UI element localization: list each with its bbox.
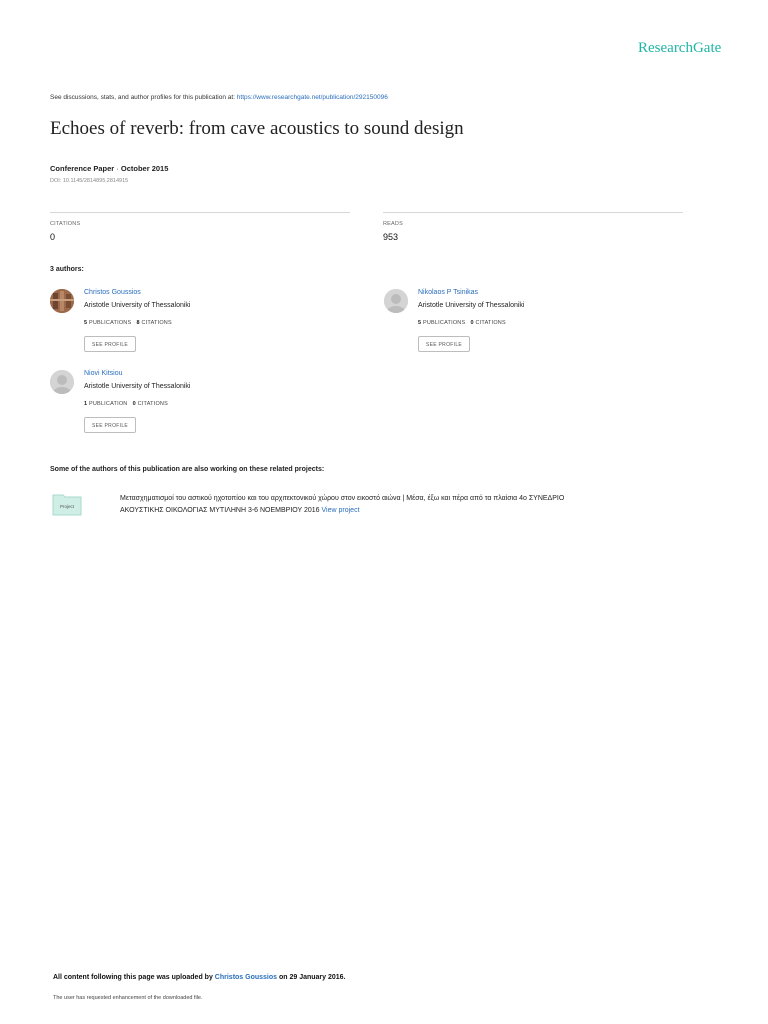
cites-label: CITATIONS [475,320,506,326]
see-profile-button[interactable]: SEE PROFILE [418,336,470,352]
pubs-label: PUBLICATIONS [423,320,466,326]
uploader-link[interactable]: Christos Goussios [214,974,278,981]
related-projects-heading: Some of the authors of this publication are also working on these related projects: [50,466,325,473]
author-stats [84,320,172,326]
avatar[interactable] [50,370,74,394]
pubs-count: 1 [84,401,88,407]
cites-label: CITATIONS [137,401,168,407]
cites-label: CITATIONS [141,320,172,326]
avatar[interactable] [384,289,408,313]
publication-link[interactable]: https://www.researchgate.net/publication/292150096 [236,94,388,101]
divider-reads [383,212,683,213]
project-icon-label: Project [59,504,75,509]
author-photo-icon [50,289,74,313]
upload-note [53,974,346,981]
authors-heading: 3 authors: [50,266,84,273]
discussion-text: See discussions, stats, and author profiles for this publication at: [50,94,237,101]
researchgate-logo[interactable]: ResearchGate [638,40,722,56]
enhancement-note: The user has requested enhancement of the downloaded file. [53,995,203,1001]
citations-label: CITATIONS [50,221,81,227]
pubs-count: 5 [84,320,88,326]
see-profile-button[interactable]: SEE PROFILE [84,417,136,433]
reads-value: 953 [383,232,399,242]
divider-citations [50,212,350,213]
default-avatar-icon [384,289,408,313]
reads-label: READS [383,221,403,227]
author-name[interactable]: Niovi Kitsiou [84,370,123,377]
author-name[interactable]: Christos Goussios [84,289,141,296]
pubs-label: PUBLICATIONS [89,320,132,326]
see-profile-button[interactable]: SEE PROFILE [84,336,136,352]
author-name[interactable]: Nikolaos P Tsinikas [418,289,479,296]
project-title-line2: ΑΚΟΥΣΤΙΚΗΣ ΟΙΚΟΛΟΓΙΑΣ ΜΥΤΙΛΗΝΗ 3-6 ΝΟΕΜΒΡΙΟΥ 2016 [120,507,320,514]
project-folder-icon[interactable] [52,492,82,516]
author-institution[interactable]: Aristotle University of Thessaloniki [418,302,525,309]
project-title-line1: Μετασχηματισμοί του αστικού ηχοτοπίου και του αρχιτεκτονικού χώρου στον εικοστό αιώνα | Μέσα, έξω και πέρα από τα πλαίσια 4ο ΣΥΝΕΔΡΙΟ [120,495,565,502]
pubs-count: 5 [418,320,422,326]
citations-value: 0 [50,232,56,242]
doi[interactable]: DOI: 10.1145/2814895.2814915 [50,178,129,184]
cites-count: 0 [132,401,136,407]
page-title: Echoes of reverb: from cave acoustics to sound design [50,118,464,139]
paper-type-line [50,164,168,173]
author-institution[interactable]: Aristotle University of Thessaloniki [84,302,191,309]
upload-suffix: on 29 January 2016. [277,974,346,981]
pubs-label: PUBLICATION [89,401,128,407]
project-description [120,493,720,517]
paper-sep: · [114,164,121,173]
paper-date: October 2015 [120,164,169,173]
upload-prefix: All content following this page was uploaded by [53,974,215,981]
discussion-line [50,94,388,101]
author-stats [84,401,168,407]
cites-count: 8 [136,320,140,326]
author-stats [418,320,506,326]
paper-type: Conference Paper [50,164,115,173]
default-avatar-icon [50,370,74,394]
cites-count: 0 [470,320,474,326]
view-project-link[interactable]: View project [321,507,360,514]
avatar[interactable] [50,289,74,313]
author-institution[interactable]: Aristotle University of Thessaloniki [84,383,191,390]
